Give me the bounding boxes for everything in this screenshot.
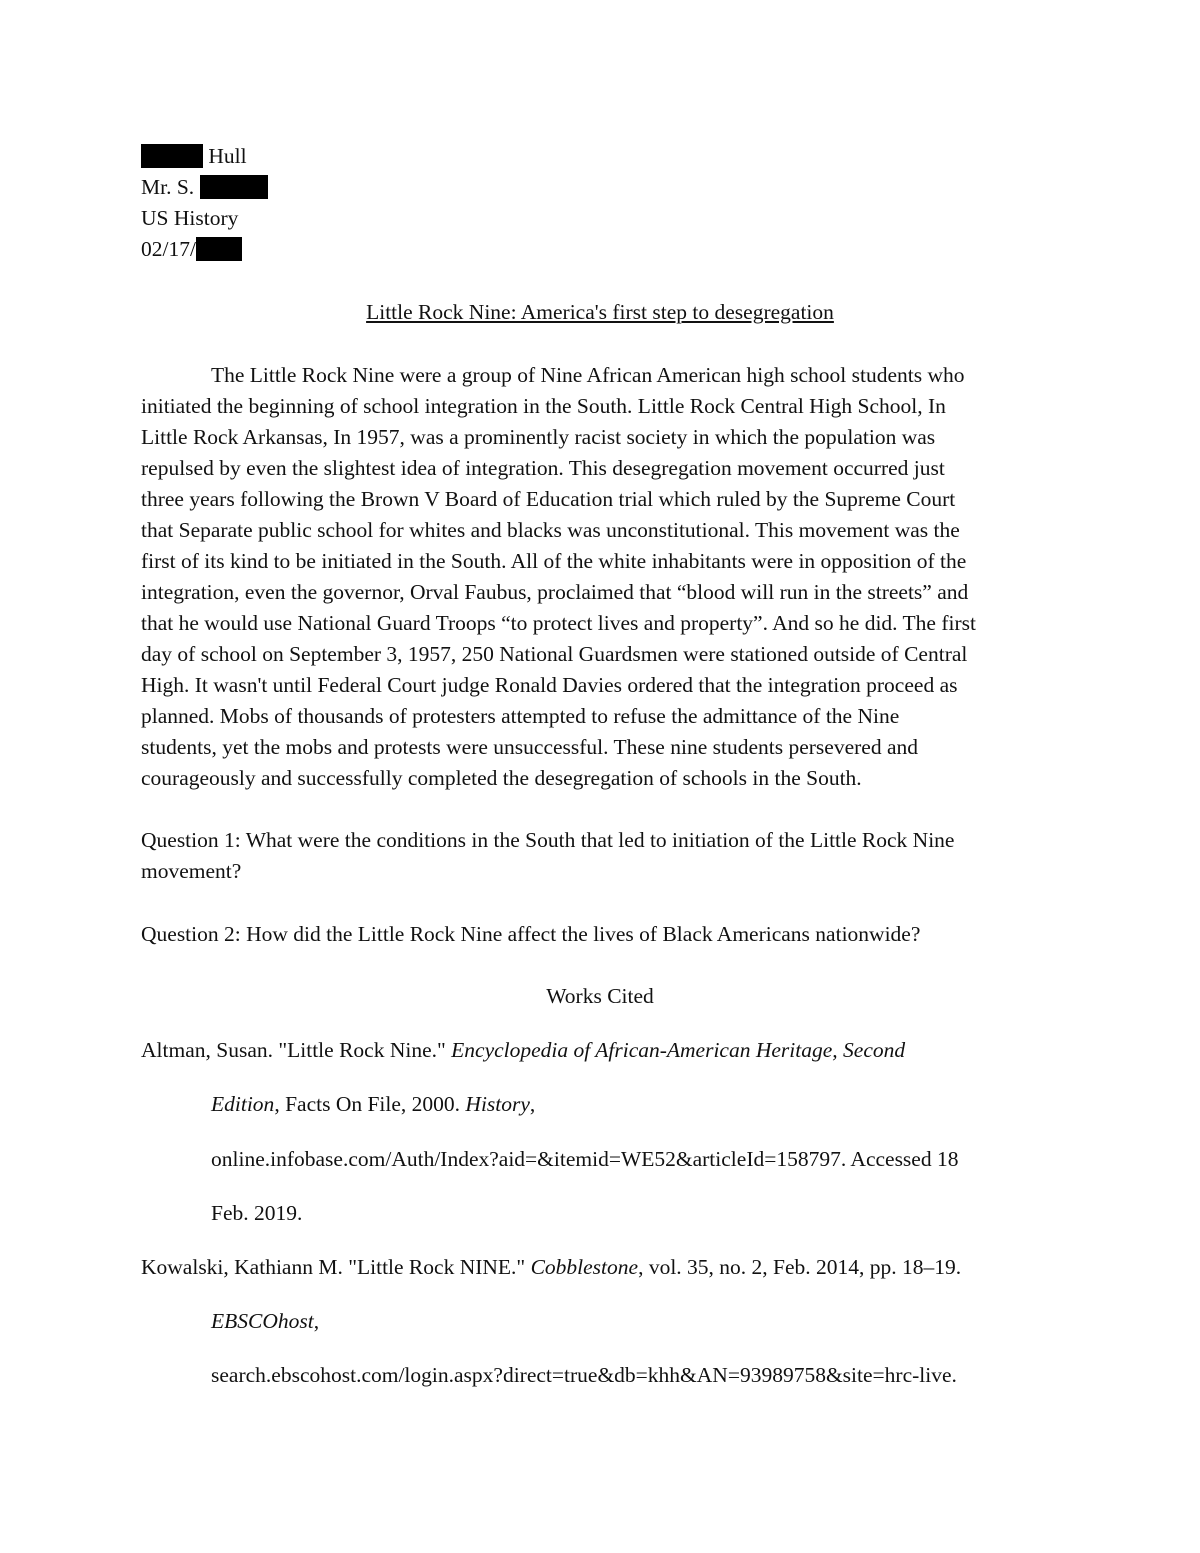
body-line: that Separate public school for whites and blacks was unconstitutional. This movement was the xyxy=(141,518,960,542)
citation-source-title: Edition xyxy=(211,1092,275,1116)
body-line: Little Rock Arkansas, In 1957, was a prominently racist society in which the population was xyxy=(141,425,936,449)
redaction-bar xyxy=(196,237,242,261)
citation-database: EBSCOhost xyxy=(211,1309,314,1333)
body-line: planned. Mobs of thousands of protesters attempted to refuse the admittance of the Nine xyxy=(141,704,900,728)
course-line xyxy=(141,205,238,231)
student-last-name: Hull xyxy=(208,144,247,168)
citation-text: , xyxy=(313,1309,320,1333)
teacher-prefix: Mr. S. xyxy=(141,175,195,199)
body-line: repulsed by even the slightest idea of integration. This desegregation movement occurred just xyxy=(141,456,945,480)
body-line: The Little Rock Nine were a group of Nine African American high school students who xyxy=(211,363,965,387)
citation-2-url: search.ebscohost.com/login.aspx?direct=true&db=khh&AN=93989758&site=hrc-live. xyxy=(211,1363,957,1387)
body-line: students, yet the mobs and protests were unsuccessful. These nine students persevered and xyxy=(141,735,918,759)
teacher-line xyxy=(141,174,268,200)
body-line: that he would use National Guard Troops “to protect lives and property”. And so he did. The first xyxy=(141,611,976,635)
redaction-bar xyxy=(141,144,203,168)
student-name-line xyxy=(141,143,247,169)
citation-text: Altman, Susan. "Little Rock Nine." xyxy=(141,1038,452,1062)
citation-1-line-1 xyxy=(141,1037,905,1063)
citation-1-accessed: Feb. 2019. xyxy=(211,1201,303,1225)
body-line: integration, even the governor, Orval Faubus, proclaimed that “blood will run in the streets” and xyxy=(141,580,969,604)
body-line: three years following the Brown V Board of Education trial which ruled by the Supreme Court xyxy=(141,487,956,511)
citation-text: Kowalski, Kathiann M. "Little Rock NINE." xyxy=(141,1255,531,1279)
question-2: Question 2: How did the Little Rock Nine affect the lives of Black Americans nationwide? xyxy=(141,922,921,946)
body-line: first of its kind to be initiated in the South. All of the white inhabitants were in opposition of the xyxy=(141,549,967,573)
citation-text: , vol. 35, no. 2, Feb. 2014, pp. 18–19. xyxy=(638,1255,962,1279)
citation-text: , xyxy=(529,1092,536,1116)
citation-2-line-1 xyxy=(141,1254,961,1280)
redaction-bar xyxy=(200,175,268,199)
date-prefix: 02/17/ xyxy=(141,237,196,261)
question-1: Question 1: What were the conditions in the South that led to initiation of the Little Rock Nine xyxy=(141,828,955,852)
course-name: US History xyxy=(141,206,239,230)
body-line: day of school on September 3, 1957, 250 National Guardsmen were stationed outside of Central xyxy=(141,642,968,666)
citation-text: , Facts On File, 2000. xyxy=(274,1092,466,1116)
body-line: High. It wasn't until Federal Court judge Ronald Davies ordered that the integration proceed as xyxy=(141,673,958,697)
essay-title: Little Rock Nine: America's first step to desegregation xyxy=(366,300,834,324)
citation-source-title: Cobblestone xyxy=(530,1255,639,1279)
citation-1-line-2 xyxy=(211,1091,535,1117)
works-cited-heading: Works Cited xyxy=(546,984,654,1008)
citation-1-url: online.infobase.com/Auth/Index?aid=&itemid=WE52&articleId=158797. Accessed 18 xyxy=(211,1147,959,1171)
question-1-continued: movement? xyxy=(141,859,242,883)
citation-2-line-2 xyxy=(211,1308,319,1334)
citation-database: History xyxy=(465,1092,530,1116)
body-line: initiated the beginning of school integration in the South. Little Rock Central High School, In xyxy=(141,394,946,418)
date-line xyxy=(141,236,242,262)
citation-source-title: Encyclopedia of African-American Heritage, Second xyxy=(451,1038,906,1062)
body-line: courageously and successfully completed the desegregation of schools in the South. xyxy=(141,766,862,790)
